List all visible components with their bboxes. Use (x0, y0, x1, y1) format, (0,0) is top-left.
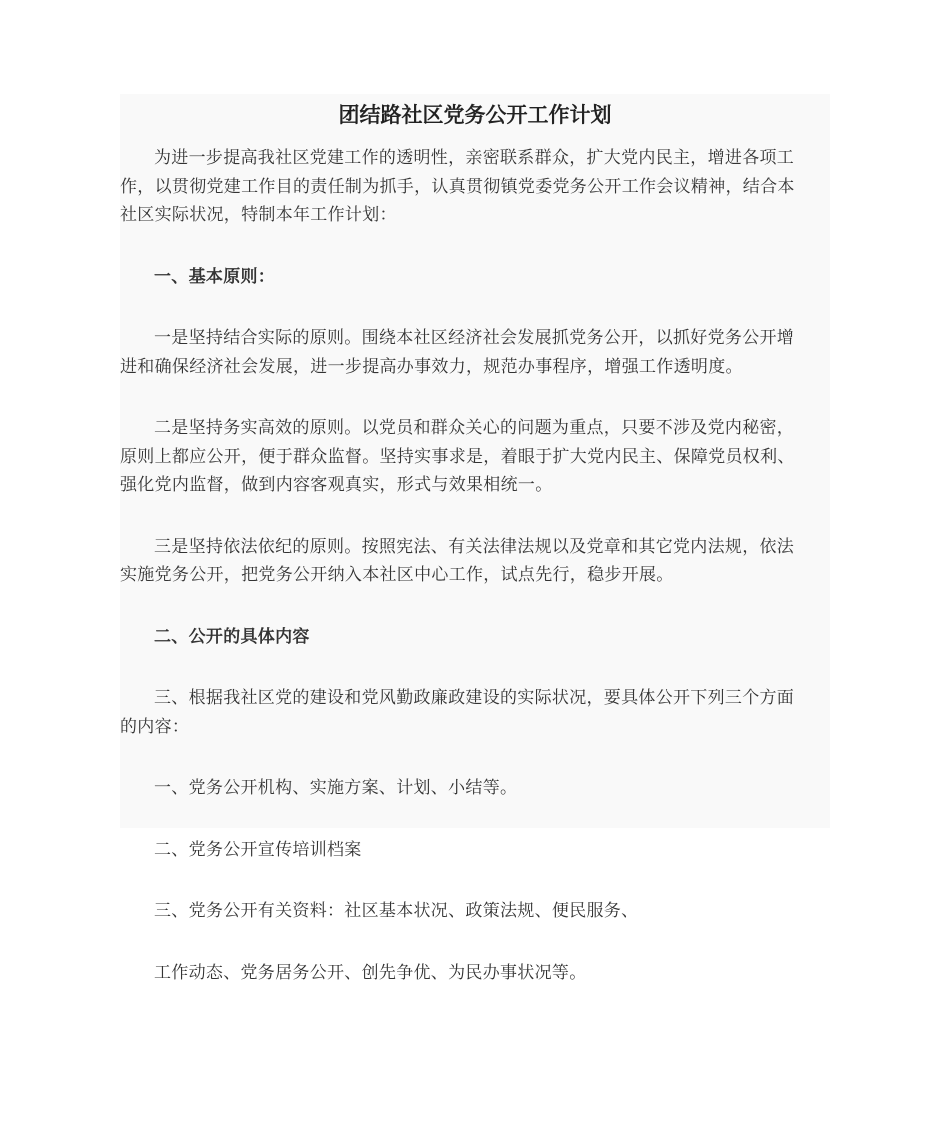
principle-line: 一是坚持结合实际的原则。围绕本社区经济社会发展抓党务公开，以抓好党务公开增 (154, 328, 795, 348)
principle-line: 实施党务公开，把党务公开纳入本社区中心工作，试点先行，稳步开展。 (120, 565, 674, 585)
content-intro-line: 的内容： (120, 716, 190, 737)
section-heading-principles: 一、基本原则： (154, 266, 276, 287)
principle-line: 进和确保经济社会发展，进一步提高办事效力，规范办事程序，增强工作透明度。 (120, 356, 743, 377)
principle-paragraph-2 (120, 414, 830, 500)
principle-line: 强化党内监督，做到内容客观真实，形式与效果相统一。 (120, 475, 553, 495)
intro-line: 社区实际状况，特制本年工作计划： (120, 205, 397, 225)
principle-line: 原则上都应公开，便于群众监督。坚持实事求是，着眼于扩大党内民主、保障党员权利、 (120, 446, 795, 467)
section-heading-content: 二、公开的具体内容 (154, 626, 310, 647)
document-title: 团结路社区党务公开工作计划 (338, 103, 612, 127)
principle-line: 三是坚持依法依纪的原则。按照宪法、有关法律法规以及党章和其它党内法规，依法 (154, 536, 795, 557)
content-item-3: 三、党务公开有关资料：社区基本状况、政策法规、便民服务、 (154, 901, 639, 921)
content-intro-line: 三、根据我社区党的建设和党风勤政廉政建设的实际状况，要具体公开下列三个方面 (154, 688, 795, 708)
document-body (120, 94, 830, 987)
intro-line: 为进一步提高我社区党建工作的透明性，亲密联系群众，扩大党内民主，增进各项工 (154, 148, 795, 168)
content-item-2: 二、党务公开宣传培训档案 (154, 839, 362, 860)
content-item-1: 一、党务公开机构、实施方案、计划、小结等。 (154, 778, 518, 798)
intro-paragraph (120, 144, 830, 230)
intro-line: 作，以贯彻党建工作目的责任制为抓手，认真贯彻镇党委党务公开工作会议精神，结合本 (120, 176, 795, 197)
content-intro-paragraph (120, 684, 830, 741)
principle-line: 二是坚持务实高效的原则。以党员和群众关心的问题为重点，只要不涉及党内秘密， (154, 418, 795, 438)
content-item-3-continued: 工作动态、党务居务公开、创先争优、为民办事状况等。 (154, 962, 587, 983)
principle-paragraph-3 (120, 533, 830, 590)
principle-paragraph-1 (120, 324, 830, 381)
